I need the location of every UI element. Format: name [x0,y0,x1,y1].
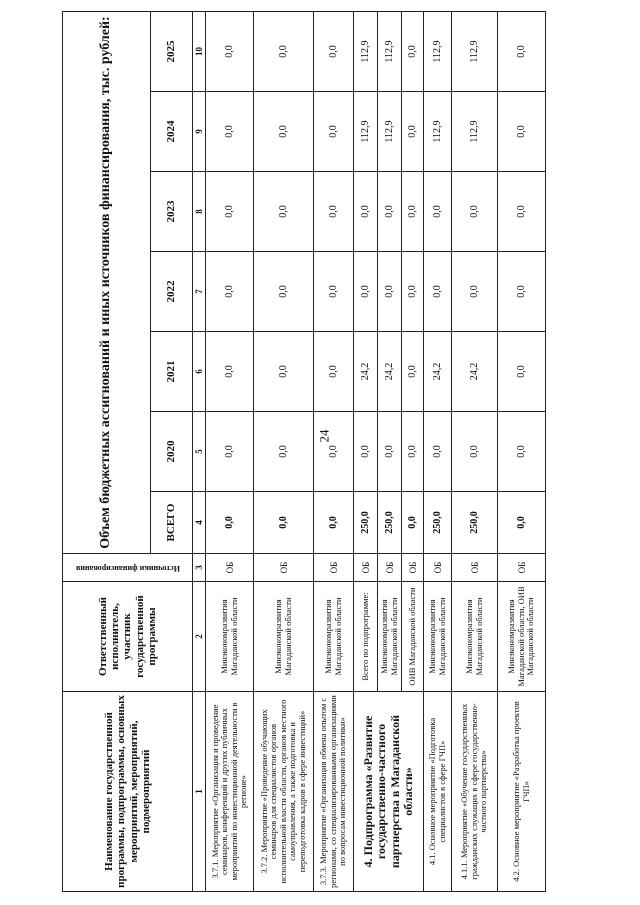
row-name: 3.7.3. Мероприятие «Организация обмена опытом с регионами, со специализированными организациями по вопросам инвестиционной политики» [314,692,354,892]
row-value: 112,9 [354,12,378,92]
header-name-col: Наименование государственной программы, подпрограммы, основных мероприятий, мероприятий, подмероприятий [63,692,193,892]
table-row [254,12,314,892]
row-value: 0,0 [378,252,402,332]
row-value: 0,0 [402,172,424,252]
row-value: 0,0 [254,252,314,332]
row-value: 24,2 [354,332,378,412]
header-source-text: Источники финансирования [75,563,180,573]
row-value: 0,0 [206,12,254,92]
row-value: 0,0 [206,412,254,492]
row-total: 0,0 [314,492,354,554]
header-year-2024: 2024 [151,92,193,172]
row-total: 250,0 [424,492,452,554]
row-name: 3.7.2. Мероприятие «Проведение обучающих семинаров для специалистов органов исполнительной власти области, органов местного самоуправления, а также подготовка и переподготовка кадров в сфере инвестиций» [254,692,314,892]
row-total: 250,0 [452,492,498,554]
table-row [452,12,498,892]
table-row [498,12,546,892]
row-executor: ОИВ Магаданской области [402,582,424,692]
header-year-2023: 2023 [151,172,193,252]
row-value: 0,0 [498,332,546,412]
subprogram-name: 4. Подпрограмма «Развитие государственно-частного партнерства в Магаданской области» [354,692,424,892]
col-num: 4 [193,492,206,554]
row-executor: Минэкономразвития Магаданской области [452,582,498,692]
row-total: 250,0 [354,492,378,554]
row-value: 0,0 [424,252,452,332]
header-year-2021: 2021 [151,332,193,412]
table-row [424,12,452,892]
col-num: 8 [193,172,206,252]
row-value: 0,0 [254,172,314,252]
col-num: 3 [193,554,206,582]
row-value: 0,0 [254,12,314,92]
row-value: 112,9 [354,92,378,172]
header-total: ВСЕГО [151,492,193,554]
row-value: 112,9 [452,12,498,92]
row-value: 0,0 [452,412,498,492]
table-row [314,12,354,892]
row-value: 0,0 [354,172,378,252]
subprogram-row-total [354,12,378,892]
row-value: 0,0 [254,412,314,492]
row-name: 4.1. Основное мероприятие «Подготовка специалистов в сфере ГЧП» [424,692,452,892]
column-number-row [193,12,206,892]
row-value: 0,0 [498,412,546,492]
row-source: ОБ [424,554,452,582]
row-value: 112,9 [378,92,402,172]
row-value: 0,0 [402,252,424,332]
row-value: 0,0 [402,412,424,492]
row-value: 0,0 [354,252,378,332]
row-executor: Минэкономразвития Магаданской области, ОИВ Магаданской области [498,582,546,692]
col-num: 2 [193,582,206,692]
row-value: 0,0 [354,412,378,492]
row-value: 0,0 [452,172,498,252]
header-funding-title: Объем бюджетных ассигнований и иных источников финансирования, тыс. рублей: [63,12,151,554]
row-value: 112,9 [378,12,402,92]
row-source: ОБ [314,554,354,582]
row-value: 0,0 [378,172,402,252]
row-name: 4.1.1. Мероприятие «Обучение государственных гражданских служащих в сфере государственно-частного партнерства» [452,692,498,892]
row-value: 0,0 [424,412,452,492]
header-executor-col: Ответственный исполнитель, участник государственной программы [63,582,193,692]
row-value: 0,0 [314,172,354,252]
col-num: 9 [193,92,206,172]
row-executor: Минэкономразвития Магаданской области [254,582,314,692]
row-executor: Минэкономразвития Магаданской области [424,582,452,692]
row-executor: Всего по подпрограмме: [354,582,378,692]
row-source: ОБ [254,554,314,582]
row-value: 0,0 [378,412,402,492]
row-value: 0,0 [254,332,314,412]
row-value: 0,0 [206,172,254,252]
row-total: 0,0 [254,492,314,554]
header-year-2022: 2022 [151,252,193,332]
col-num: 1 [193,692,206,892]
row-value: 0,0 [314,332,354,412]
row-value: 112,9 [424,12,452,92]
row-value: 0,0 [254,92,314,172]
row-value: 0,0 [402,12,424,92]
row-executor: Минэкономразвития Магаданской области [314,582,354,692]
funding-table [62,11,546,892]
col-num: 6 [193,332,206,412]
row-value: 24,2 [378,332,402,412]
row-value: 0,0 [402,332,424,412]
row-value: 112,9 [424,92,452,172]
row-value: 24,2 [452,332,498,412]
row-source: ОБ [378,554,402,582]
row-value: 0,0 [206,92,254,172]
row-total: 0,0 [498,492,546,554]
row-source: ОБ [452,554,498,582]
row-name: 4.2. Основное мероприятие «Разработка проектов ГЧП» [498,692,546,892]
row-value: 0,0 [402,92,424,172]
header-year-2020: 2020 [151,412,193,492]
row-value: 24,2 [424,332,452,412]
row-total: 0,0 [206,492,254,554]
row-value: 0,0 [206,332,254,412]
row-value: 0,0 [314,252,354,332]
row-value: 0,0 [452,252,498,332]
row-total: 0,0 [402,492,424,554]
row-value: 112,9 [452,92,498,172]
col-num: 5 [193,412,206,492]
row-executor: Минэкономразвития Магаданской области [378,582,402,692]
row-value: 0,0 [206,252,254,332]
row-value: 0,0 [498,92,546,172]
header-source-col [63,554,193,582]
row-source: ОБ [206,554,254,582]
row-value: 0,0 [424,172,452,252]
page-number: 24 [316,429,332,443]
row-name: 3.7.1. Мероприятие «Организация и проведение семинаров, конференций и других публичных мероприятий по инвестиционной деятельности в регионе» [206,692,254,892]
row-value: 0,0 [498,12,546,92]
row-total: 250,0 [378,492,402,554]
header-year-2025: 2025 [151,12,193,92]
row-value: 0,0 [498,252,546,332]
row-source: ОБ [498,554,546,582]
row-executor: Минэкономразвития Магаданской области [206,582,254,692]
row-source: ОБ [354,554,378,582]
row-value: 0,0 [498,172,546,252]
col-num: 10 [193,12,206,92]
row-value: 0,0 [314,412,354,492]
col-num: 7 [193,252,206,332]
table-row [206,12,254,892]
row-source: ОБ [402,554,424,582]
row-value: 0,0 [314,92,354,172]
row-value: 0,0 [314,12,354,92]
rotated-table-container [62,12,582,892]
